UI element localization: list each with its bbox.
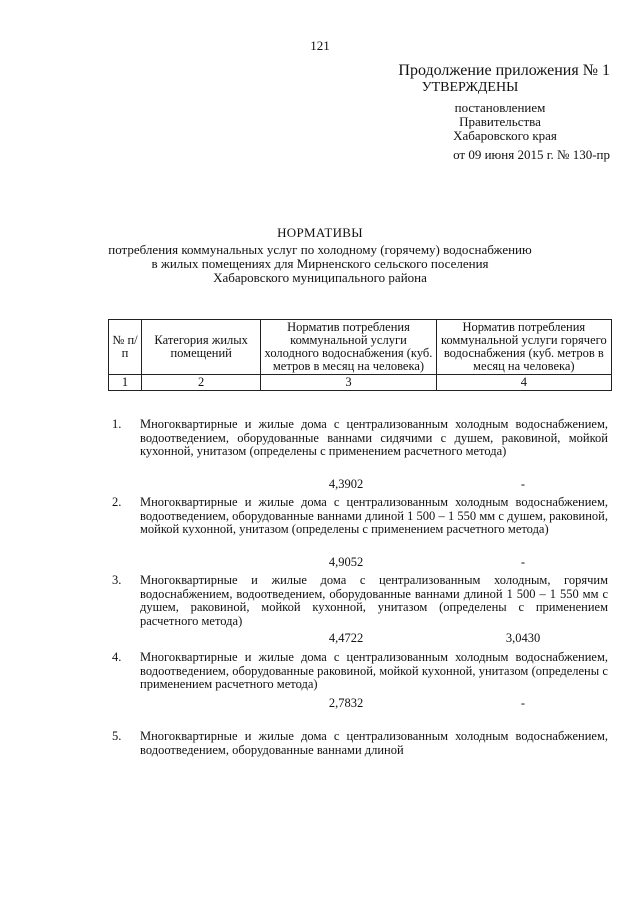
column-number: 1	[109, 375, 142, 391]
column-number: 4	[436, 375, 611, 391]
list-item	[112, 651, 608, 692]
hot-water-value: -	[520, 555, 526, 569]
item-text: Многоквартирные и жилые дома с централизованным холодным, горячим водоснабжением, водоотведением, оборудованные ваннами длиной 1 500 – 1 550 мм с душем, раковиной, мойкой кухонной, унитазом (определены с применением расчетного метода)	[140, 573, 608, 628]
approval-line4: от 09 июня 2015 г. № 130-пр	[453, 147, 610, 162]
document-subtitle	[0, 243, 640, 285]
list-item	[112, 418, 608, 459]
item-number: 5.	[112, 729, 122, 743]
subtitle-line-1: потребления коммунальных услуг по холодному (горячему) водоснабжению	[108, 242, 532, 257]
page-number: 121	[310, 38, 330, 53]
subtitle-line-2: в жилых помещениях для Мирненского сельского поселения	[151, 256, 489, 271]
item-number: 4.	[112, 650, 122, 664]
table-header-row	[109, 320, 612, 375]
item-text: Многоквартирные и жилые дома с централизованным холодным водоснабжением, водоотведением, оборудованные ваннами сидячими с душем, раковиной, мойкой кухонной, унитазом (определены с применением расчетного метода)	[140, 417, 608, 458]
cold-water-value: 4,4722	[328, 631, 364, 645]
header-hot-water: Норматив потребления коммунальной услуги горячего водоснабжения (куб. метров в месяц на человека)	[436, 320, 611, 375]
hot-water-value: -	[520, 477, 526, 491]
item-text: Многоквартирные и жилые дома с централизованным холодным водоснабжением, водоотведением, оборудованные ваннами длиной	[140, 729, 608, 757]
list-item	[112, 496, 608, 537]
norms-table	[108, 319, 612, 391]
item-text: Многоквартирные и жилые дома с централизованным холодным водоснабжением, водоотведением, оборудованные раковиной, мойкой кухонной, унитазом (определены с применением расчетного метода)	[140, 650, 608, 691]
hot-water-value: 3,0430	[505, 631, 541, 645]
item-number: 1.	[112, 417, 122, 431]
approval-line3: Хабаровского края	[453, 128, 557, 143]
cold-water-value: 2,7832	[328, 696, 364, 710]
header-cold-water: Норматив потребления коммунальной услуги холодного водоснабжения (куб. метров в месяц на человека)	[261, 320, 436, 375]
column-number: 3	[261, 375, 436, 391]
approval-line2: Правительства	[459, 114, 541, 129]
cold-water-value: 4,3902	[328, 477, 364, 491]
list-item	[112, 574, 608, 628]
approval-approved: УТВЕРЖДЕНЫ	[421, 80, 519, 95]
approval-continuation: Продолжение приложения № 1	[398, 62, 610, 79]
item-text: Многоквартирные и жилые дома с централизованным холодным водоснабжением, водоотведением, оборудованные ваннами длиной 1 500 – 1 550 мм с душем, раковиной, мойкой кухонной, унитазом (определены с применением расчетного метода)	[140, 495, 608, 536]
item-number: 2.	[112, 495, 122, 509]
header-num: № п/п	[109, 320, 142, 375]
column-number: 2	[142, 375, 261, 391]
approval-line1: постановлением	[454, 100, 546, 115]
table-column-numbers-row	[109, 375, 612, 391]
item-number: 3.	[112, 573, 122, 587]
subtitle-line-3: Хабаровского муниципального района	[213, 270, 427, 285]
item-values	[112, 477, 608, 491]
cold-water-value: 4,9052	[328, 555, 364, 569]
item-values	[112, 696, 608, 710]
document-title: НОРМАТИВЫ	[277, 225, 363, 240]
list-item	[112, 730, 608, 757]
hot-water-value: -	[520, 696, 526, 710]
item-values	[112, 555, 608, 569]
item-values	[112, 631, 608, 645]
header-category: Категория жилых помещений	[142, 320, 261, 375]
